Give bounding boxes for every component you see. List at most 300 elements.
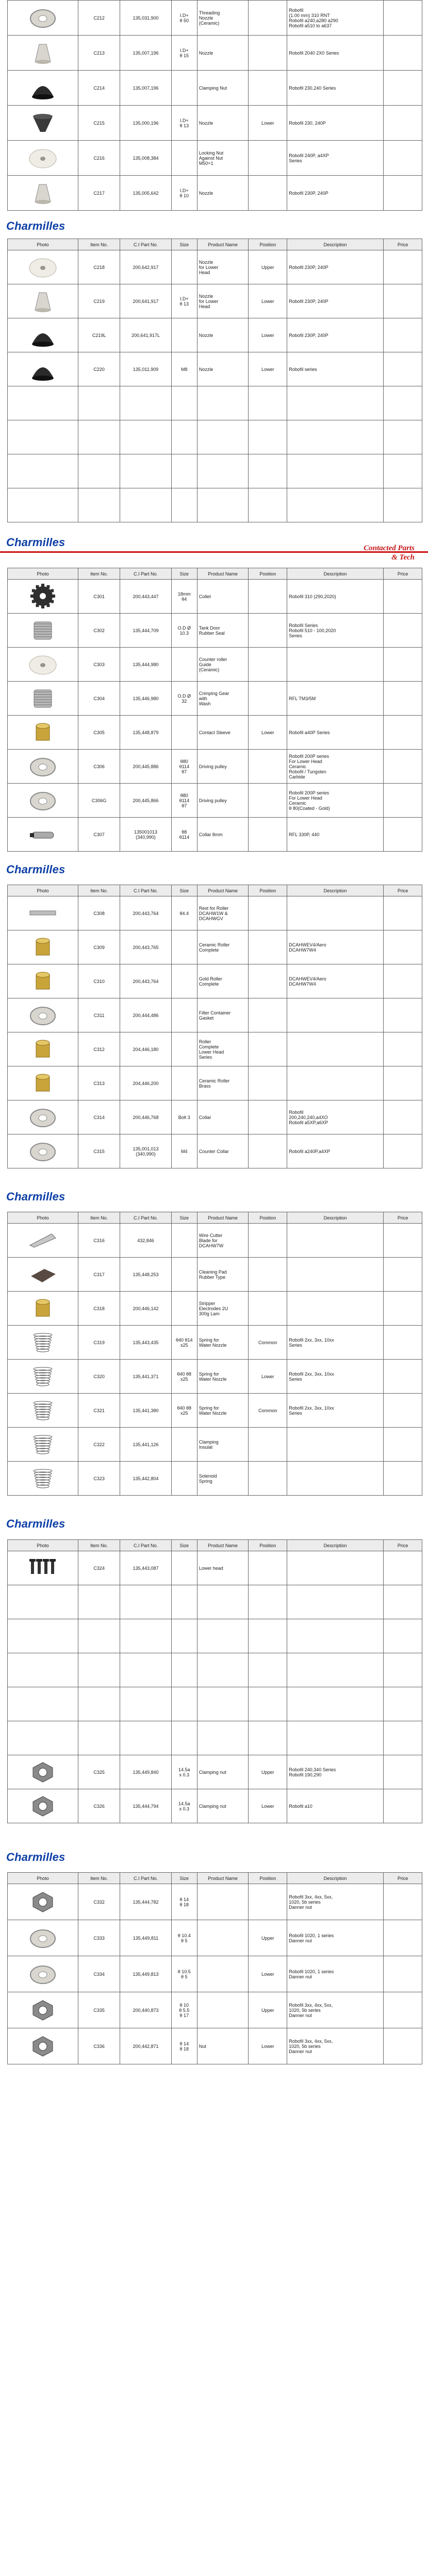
cell-pos [249,1224,287,1258]
cell-price [384,818,422,852]
col-header-description: Description [287,885,384,896]
cell-price [384,1032,422,1066]
cell-part: 200,443,764 [120,964,172,998]
table-row [8,1956,422,1992]
spring-icon [25,1431,61,1458]
cell-part [120,420,172,454]
cell-pos [249,420,287,454]
col-header-position: Position [249,1540,287,1551]
cell-item: C323 [78,1462,120,1496]
cell-item: C326 [78,1789,120,1823]
cell-part: 200,444,486 [120,998,172,1032]
cell-item: C317 [78,1258,120,1292]
part-photo [8,1066,78,1100]
cell-price [384,1687,422,1721]
col-header-size: Size [171,885,197,896]
cell-item: C325 [78,1755,120,1789]
table-row [8,1258,422,1292]
cell-part: 135,444,782 [120,1884,172,1920]
spring-icon [25,1397,61,1423]
hexnut-icon [25,1888,61,1915]
part-photo [8,1462,78,1496]
table-row [8,682,422,716]
cell-desc [287,998,384,1032]
part-photo [8,1721,78,1755]
cell-price [384,2028,422,2064]
table-row [8,1653,422,1687]
cell-pos: Lower [249,352,287,386]
cell-name [197,1992,249,2028]
cell-part: 135,449,813 [120,1956,172,1992]
parts-table [7,568,422,852]
cell-pos: Lower [249,284,287,318]
part-photo [8,818,78,852]
cell-pos [249,1551,287,1585]
table-row [8,930,422,964]
cell-item: C335 [78,1992,120,2028]
cell-desc [287,1428,384,1462]
cyl-icon [25,1036,61,1062]
part-photo [8,998,78,1032]
cell-part: 135,444,709 [120,614,172,648]
part-photo [8,1992,78,2028]
cell-pos: Common [249,1326,287,1360]
cell-price [384,1326,422,1360]
table-row [8,614,422,648]
cell-desc: Robofil a10 [287,1789,384,1823]
cell-price [384,250,422,284]
col-header-position: Position [249,885,287,896]
cell-desc: Robofil 230P, 240P [287,176,384,211]
brand-logo: Charmilles [6,1517,65,1530]
col-header-description: Description [287,1540,384,1551]
cell-price [384,1755,422,1789]
cell-name: Spring for Water Nozzle [197,1360,249,1394]
cell-price [384,318,422,352]
cell-price [384,1,422,36]
funnel-icon [25,109,61,136]
cell-desc [287,1224,384,1258]
cell-desc: Robofil 240P, a4XP Series [287,141,384,176]
cell-part: 200,445,866 [120,784,172,818]
cell-name: Solenoid Spring [197,1462,249,1496]
cell-part: 135,441,380 [120,1394,172,1428]
cell-desc: Robofil series [287,352,384,386]
cell-size [171,1032,197,1066]
cell-desc: Robofil a240P,a4XP [287,1134,384,1168]
cell-item: C324 [78,1551,120,1585]
cell-price [384,998,422,1032]
cell-desc: Robofil 2xx, 3xx, 10xx Series [287,1326,384,1360]
cell-item: C307 [78,818,120,852]
col-header-item-no-: Item No. [78,1540,120,1551]
cell-price [384,1956,422,1992]
cell-name [197,1721,249,1755]
cell-item [78,1687,120,1721]
cell-part: 135,444,980 [120,648,172,682]
cell-price [384,930,422,964]
hexnut-icon [25,2032,61,2059]
cell-item: C306G [78,784,120,818]
cell-price [384,964,422,998]
cell-size [171,1258,197,1292]
cell-name: Ceramic Roller Complete [197,930,249,964]
cell-desc [287,896,384,930]
cell-size: I.D+ θ 13 [171,106,197,141]
col-header-photo: Photo [8,1212,78,1224]
cell-desc [287,1619,384,1653]
col-header-photo: Photo [8,885,78,896]
bellows-icon [25,355,61,382]
cell-price [384,1258,422,1292]
col-header-photo: Photo [8,239,78,250]
cell-pos [249,1884,287,1920]
part-photo [8,1884,78,1920]
cell-item: C304 [78,682,120,716]
cell-item: C218 [78,250,120,284]
cell-size: I.D+ θ 15 [171,36,197,71]
part-photo [8,930,78,964]
col-header-price: Price [384,239,422,250]
table-row [8,284,422,318]
part-photo [8,352,78,386]
table-row [8,818,422,852]
part-photo [8,71,78,106]
cell-part: 200,443,447 [120,580,172,614]
cell-item: C302 [78,614,120,648]
parts-table [7,1539,422,1823]
cell-part: 135,007,196 [120,71,172,106]
cell-size [171,71,197,106]
spring-icon [25,1465,61,1492]
part-photo [8,454,78,488]
cell-size: θ40 θ8 x25 [171,1360,197,1394]
cell-name [197,488,249,522]
part-photo [8,1100,78,1134]
cell-pos: Lower [249,1360,287,1394]
cell-price [384,750,422,784]
cell-name: Collar [197,1100,249,1134]
cell-size: θ 10 θ 5.5 θ 17 [171,1992,197,2028]
cell-part: 200,445,886 [120,750,172,784]
cell-name [197,454,249,488]
cell-name [197,1687,249,1721]
cell-price [384,454,422,488]
col-header-product-name: Product Name [197,885,249,896]
cell-desc: Robofil 230,240 Series [287,71,384,106]
cell-pos: Upper [249,1755,287,1789]
cell-pos [249,1428,287,1462]
cell-part: 204,446,180 [120,1032,172,1066]
table-row [8,580,422,614]
cell-desc: RFL 330P, 440 [287,818,384,852]
table-row [8,1789,422,1823]
col-header-price: Price [384,885,422,896]
part-photo [8,1,78,36]
table-row [8,1360,422,1394]
table-row [8,420,422,454]
part-photo [8,964,78,998]
col-header-size: Size [171,1540,197,1551]
cell-size: 18mm θ4 [171,580,197,614]
cell-pos [249,71,287,106]
cell-item: C215 [78,106,120,141]
ring-icon [25,1138,61,1164]
cell-pos [249,1292,287,1326]
part-photo [8,386,78,420]
col-header-item-no-: Item No. [78,885,120,896]
cell-name: Tank Door Rubber Seal [197,614,249,648]
col-header-item-no-: Item No. [78,1873,120,1884]
part-photo [8,1258,78,1292]
cone-icon [25,179,61,206]
cell-price [384,1428,422,1462]
cell-item [78,488,120,522]
cell-name: Driving pulley [197,750,249,784]
cell-name [197,420,249,454]
cell-price [384,1360,422,1394]
table-row [8,784,422,818]
cell-name [197,1585,249,1619]
cell-part: 135,443,087 [120,1551,172,1585]
cell-part: 135,005,642 [120,176,172,211]
part-photo [8,250,78,284]
cell-desc [287,420,384,454]
cell-desc [287,1462,384,1496]
cell-item: C214 [78,71,120,106]
cell-size: I.D+ θ 10 [171,176,197,211]
cell-part: 200,440,873 [120,1992,172,2028]
brand-logo: Charmilles [6,536,65,549]
cell-size [171,488,197,522]
col-header-size: Size [171,1873,197,1884]
cell-desc [287,1687,384,1721]
cell-size [171,1462,197,1496]
brand-logo: Charmilles [6,1190,65,1203]
cell-part [120,1619,172,1653]
cell-pos [249,580,287,614]
cell-size: O.D Ø 32 [171,682,197,716]
cell-desc: Robofil 230P, 240P [287,250,384,284]
part-photo [8,1394,78,1428]
cell-desc [287,1292,384,1326]
cell-desc: Robofil 230, 240P [287,106,384,141]
cell-item: C305 [78,716,120,750]
cell-name: Spring for Water Nozzle [197,1326,249,1360]
cyl-icon [25,1295,61,1321]
cell-item: C213 [78,36,120,71]
cell-name: Spring for Water Nozzle [197,1394,249,1428]
cell-item: C311 [78,998,120,1032]
cell-pos: Lower [249,1956,287,1992]
cell-desc: Robofil 200P series For Lower Head Ceramic Robofil / Tungsten Carbide [287,750,384,784]
cell-item: C217 [78,176,120,211]
cell-price [384,488,422,522]
table-row [8,1884,422,1920]
cell-name: Contact Sleeve [197,716,249,750]
table-row [8,964,422,998]
part-photo [8,420,78,454]
part-photo [8,1956,78,1992]
nozzle-icon [25,821,61,848]
part-photo [8,1326,78,1360]
cell-pos [249,1619,287,1653]
cell-size [171,964,197,998]
cell-part: 135,448,879 [120,716,172,750]
table-row [8,1394,422,1428]
part-photo [8,106,78,141]
cell-item: C212 [78,1,120,36]
ring-icon [25,1002,61,1028]
cell-desc: Robofil 240,340 Series Robofil 190,290 [287,1755,384,1789]
cell-name: Rest for Roller DCAHW1W & DCAHWGV [197,896,249,930]
cell-size [171,141,197,176]
part-photo [8,1428,78,1462]
cell-size: θ 10.4 θ 5 [171,1920,197,1956]
cell-part [120,454,172,488]
cell-pos [249,964,287,998]
cell-name [197,1653,249,1687]
cell-desc: Robofil 2040 2X0 Series [287,36,384,71]
cell-item: C316 [78,1224,120,1258]
table-row [8,1721,422,1755]
cell-item: C321 [78,1394,120,1428]
cell-size: θ80 θ114 θ7 [171,750,197,784]
part-photo [8,1687,78,1721]
table-row [8,1992,422,2028]
part-photo [8,1653,78,1687]
parts-tag-line2: & Tech [391,553,415,562]
cell-pos [249,1687,287,1721]
ring-icon [25,1104,61,1130]
cell-pos: Upper [249,1920,287,1956]
brand-logo: Charmilles [6,219,65,232]
col-header-product-name: Product Name [197,1540,249,1551]
table-row [8,1134,422,1168]
col-header-price: Price [384,568,422,580]
cell-desc [287,1032,384,1066]
parts-tag-line1: Contacted Parts [364,544,415,552]
col-header-product-name: Product Name [197,239,249,250]
cell-price [384,648,422,682]
cell-part [120,1687,172,1721]
cell-pos [249,1585,287,1619]
cell-pos: Upper [249,1992,287,2028]
col-header-c-i-part-no-: C.I Part No. [120,1873,172,1884]
cell-desc: Robofil (1.00 mm) 310 RNT Robofil a240,a280 a290 Robofil a510 to a637 [287,1,384,36]
cell-pos [249,1258,287,1292]
cell-size: M8 [171,352,197,386]
cell-size: θ80 θ114 θ7 [171,784,197,818]
cell-pos: Upper [249,250,287,284]
pad-icon [25,1261,61,1287]
cell-size [171,420,197,454]
part-photo [8,1585,78,1619]
cell-pos [249,1721,287,1755]
cell-part: 135,031,900 [120,1,172,36]
cell-item [78,420,120,454]
part-photo [8,1032,78,1066]
cell-price [384,580,422,614]
cell-item: C303 [78,648,120,682]
cell-price [384,1789,422,1823]
cell-size [171,1653,197,1687]
parts-tag [364,544,415,562]
col-header-description: Description [287,239,384,250]
part-photo [8,1755,78,1789]
cell-pos [249,818,287,852]
cone-icon [25,287,61,314]
col-header-position: Position [249,568,287,580]
cell-size: θ40 θ8 x25 [171,1394,197,1428]
cell-desc [287,454,384,488]
cell-part: 200,442,871 [120,2028,172,2064]
col-header-position: Position [249,239,287,250]
cell-name: Collet [197,580,249,614]
cell-desc: Robofil 230P, 240P [287,284,384,318]
cell-item: C310 [78,964,120,998]
part-photo [8,36,78,71]
cell-desc: Robofil Series Robofil 510 - 100,2020 Series [287,614,384,648]
col-header-c-i-part-no-: C.I Part No. [120,239,172,250]
cell-size [171,1066,197,1100]
cell-item: C216 [78,141,120,176]
cell-pos: Common [249,1394,287,1428]
cell-price [384,284,422,318]
table-row [8,1585,422,1619]
cell-price [384,352,422,386]
col-header-price: Price [384,1212,422,1224]
screws-icon [25,1554,61,1581]
col-header-size: Size [171,1212,197,1224]
cell-price [384,176,422,211]
cell-price [384,1884,422,1920]
cell-name: Filter Container Gasket [197,998,249,1032]
parts-table [7,1872,422,2064]
cell-size [171,1585,197,1619]
cell-item: C315 [78,1134,120,1168]
cell-price [384,716,422,750]
part-photo [8,750,78,784]
cell-part: 135,007,196 [120,36,172,71]
cell-price [384,682,422,716]
cell-item: C306 [78,750,120,784]
cell-size: I.D+ θ 13 [171,284,197,318]
table-row [8,71,422,106]
cell-item: C313 [78,1066,120,1100]
cell-part: 135,444,794 [120,1789,172,1823]
table-row [8,106,422,141]
cell-part [120,386,172,420]
gear-icon [25,583,61,609]
cell-size [171,386,197,420]
table-row [8,896,422,930]
part-photo [8,141,78,176]
ring-icon [25,4,61,31]
part-photo [8,648,78,682]
cell-part: 200,642,917 [120,250,172,284]
cell-part: 135,448,253 [120,1258,172,1292]
cell-size: θ 10.5 θ 5 [171,1956,197,1992]
cell-size [171,1551,197,1585]
bellows-icon [25,321,61,348]
cell-name: Wire Cutter Blade for DCAHW7W [197,1224,249,1258]
table-row [8,1619,422,1653]
cell-desc [287,1653,384,1687]
cell-part: 135001013 (340,990) [120,818,172,852]
part-photo [8,1551,78,1585]
table-row [8,1,422,36]
